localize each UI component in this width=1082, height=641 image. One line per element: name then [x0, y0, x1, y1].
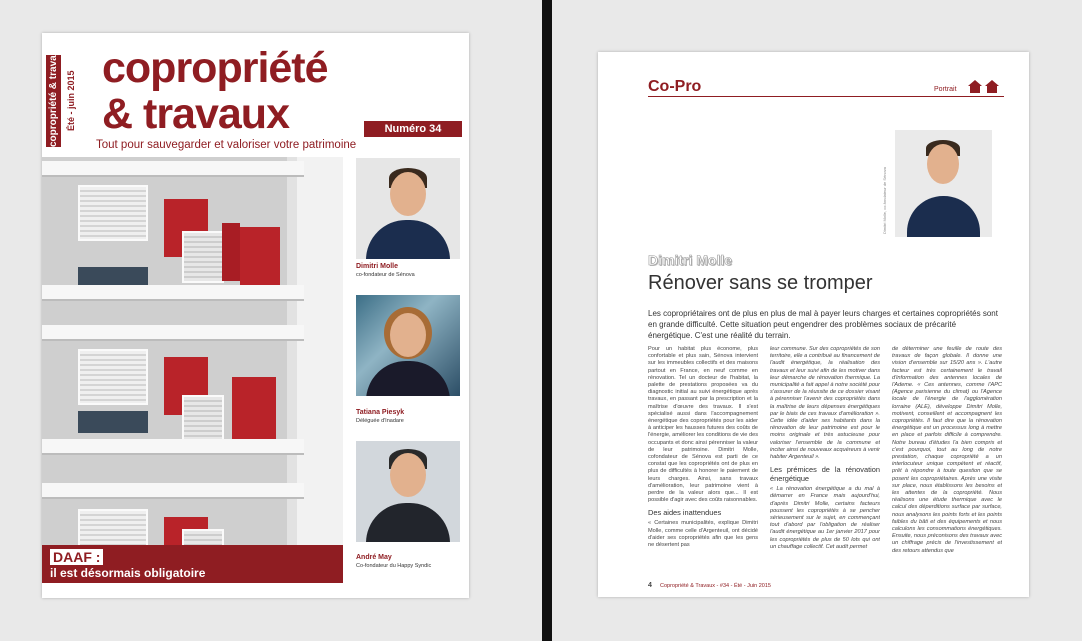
paragraph: de déterminer une feuille de route des travaux de façon globale. Il donne une vision d'ensemble sur 15/20 ans ». L'autre facteur est très certainement le travail d'information des antennes locales de l'Ademe. « Ces antennes, comme l'APC (Agence parisienne du climat) ou l'Agence locale de l'énergie de l'agglomération lorraine (ALE), développe Dimitri Molle, motivent, conseillent et accompagnent les copropriétés. Il faut dire que la rénovation énergétique est un processus long à mettre en place et parfois difficile à comprendre. Notre bureau d'études l'a bien compris et c'est pourquoi, tout au long de notre prestation, chaque copropriété a un interlocuteur unique compétent et réactif, prêt à répondre à toute question que se posent les copropriétaires. Après une visite sur place, nous établissons les besoins et les attentes de la copropriété. Nous réalisons une étude thermique avec le calcul des déperditions surface par surface, nous analysons les points forts et les points faibles du bâti et des équipements et nous calculons les consommations énergétiques. Ensuite, nous préconisons des travaux avec un chiffrage précis de l'investissement et des retours attendus que — [892, 346, 1002, 554]
rubric-title: Co-Pro — [648, 78, 702, 95]
balcony-slab — [42, 483, 304, 499]
page-gap — [542, 0, 552, 641]
red-panel — [222, 223, 240, 281]
magazine-cover — [42, 33, 469, 598]
cover-tagline: Tout pour sauvegarder et valoriser votre patrimoine — [96, 139, 357, 151]
portrait-photo — [356, 295, 460, 396]
house-icon — [985, 80, 999, 93]
cover-spine — [46, 43, 86, 147]
subheading: Les prémices de la rénovation énergétique — [770, 465, 880, 484]
balcony-slab — [42, 325, 304, 341]
author-name: Dimitri Molle — [648, 252, 733, 268]
person-name: André May — [356, 554, 392, 561]
balcony-slab — [42, 161, 304, 177]
daaf-tag — [50, 549, 103, 565]
window — [182, 231, 224, 283]
paragraph: leur commune. Sur des copropriétés de son territoire, elle a contribué au financement de l'audit énergétique, la réalisation des travaux et leur suivi afin de les motiver dans leur démarche de rénovation thermique. La municipalité a fait appel à notre société pour s'assurer de la réussite de ce dossier visant à pérenniser l'avenir des copropriétés dans la maîtrise de leurs dépenses énergétiques par le biais de ces travaux d'amélioration ». Cette idée d'aider ses habitants dans la rénovation de leur patrimoine est pour le moins originale et très astucieuse pour valoriser l'ensemble de la commune et inciter ainsi de nouveaux acquéreurs à venir habiter Argenteuil ». — [770, 346, 880, 461]
article-page — [598, 52, 1029, 597]
balcony-slab — [42, 439, 304, 455]
photo-torso — [907, 196, 980, 237]
column-2 — [770, 346, 880, 582]
red-panel — [232, 377, 276, 443]
header-rule — [648, 96, 1004, 97]
balcony-slab — [42, 285, 304, 301]
paragraph: « Certaines municipalités, explique Dimitri Molle, comme celle d'Argenteuil, ont décidé d'aider ses copropriétés afin que les gens ne désertent pas — [648, 520, 758, 549]
daaf-tag-text: DAAF : — [50, 549, 103, 565]
masthead-line2: & travaux — [102, 90, 289, 138]
portrait-torso — [366, 503, 450, 542]
building-wall-shadow — [287, 157, 297, 583]
portrait-face — [390, 313, 426, 357]
spine-date: Été - juin 2015 — [66, 70, 76, 132]
daaf-banner — [42, 545, 343, 583]
author-photo — [895, 130, 992, 237]
house-icon — [968, 80, 982, 93]
window — [78, 185, 148, 241]
masthead-line1: copropriété — [102, 44, 328, 92]
paragraph: « La rénovation énergétique a du mal à démarrer en France mais aujourd'hui, d'après Dimitri Molle, certains facteurs poussent les copropriétés à se pencher sérieusement sur le sujet, en commençant tout d'abord par l'obligation de réaliser l'audit énergétique au 1er janvier 2017 pour les copropriétés de plus de 50 lots qui ont un chauffage collectif. Cet audit permet — [770, 486, 880, 550]
daaf-line: il est désormais obligatoire — [50, 566, 206, 580]
portrait-label: Portrait — [934, 86, 957, 93]
article-headline: Rénover sans se tromper — [648, 272, 873, 294]
red-panel — [240, 227, 280, 285]
person-role: Déléguée d'Inadare — [356, 418, 404, 424]
portrait-photo — [356, 441, 460, 542]
spine-title: copropriété & travaux — [48, 43, 59, 147]
dark-window — [78, 411, 148, 433]
paragraph: Pour un habitat plus économe, plus confortable et plus sain, Sénova intervient sur les immeubles collectifs et des maisons partout en France, en neuf comme en rénovation. Tel un docteur de l'habitat, la palette de prestations proposées va du diagnostic initial au suivi énergétique après travaux, en passant par la prescription et la maîtrise d'œuvre des travaux. Il s'est spécialisé aussi dans l'accompagnement énergétique des copropriétés pour les aider à anticiper les hausses futures des coûts de l'énergie, améliorer les conditions de vie des occupants et donc ainsi pérenniser la valeur de leur patrimoine. Dimitri Molle, cofondateur de Sénova est parti de ce constat que les copropriétés ont de plus en plus de difficultés à honorer le paiement de leurs charges. Ainsi, sans travaux d'amélioration, leur patrimoine vient à perdre de la valeur alors que... Il est possible d'agir avec des coûts raisonnables. — [648, 346, 758, 504]
issue-number: Numéro 34 — [364, 121, 462, 137]
portrait-face — [390, 172, 426, 216]
person-role: co-fondateur de Sénova — [356, 272, 415, 278]
window — [78, 349, 148, 405]
page-footer: Copropriété & Travaux - #34 - Été - Juin 2015 — [660, 583, 771, 589]
page-number: 4 — [648, 582, 652, 589]
person-role: Co-fondateur du Happy Syndic — [356, 563, 432, 569]
column-3 — [892, 346, 1002, 590]
photo-credit: Dimitri Molle, co-fondateur de Sénova — [882, 167, 887, 234]
house-base — [987, 86, 997, 93]
article-intro: Les copropriétaires ont de plus en plus de mal à payer leurs charges et certaines copropriétés sont en grande difficulté. Cette situation peut engendrer des problèmes sociaux de précarité énergétique. C'est une réalité du terrain. — [648, 309, 998, 340]
house-base — [970, 86, 980, 93]
building-wall — [297, 157, 343, 583]
portrait-photo — [356, 158, 460, 259]
subheading: Des aides inattendues — [648, 508, 722, 518]
column-1 — [648, 346, 758, 582]
portrait-torso — [366, 361, 450, 396]
portrait-torso — [366, 220, 450, 259]
photo-face — [927, 144, 959, 184]
person-name: Dimitri Molle — [356, 263, 399, 270]
portrait-face — [390, 453, 426, 497]
building-photo — [42, 157, 343, 583]
person-name: Tatiana Piesyk — [356, 409, 405, 416]
